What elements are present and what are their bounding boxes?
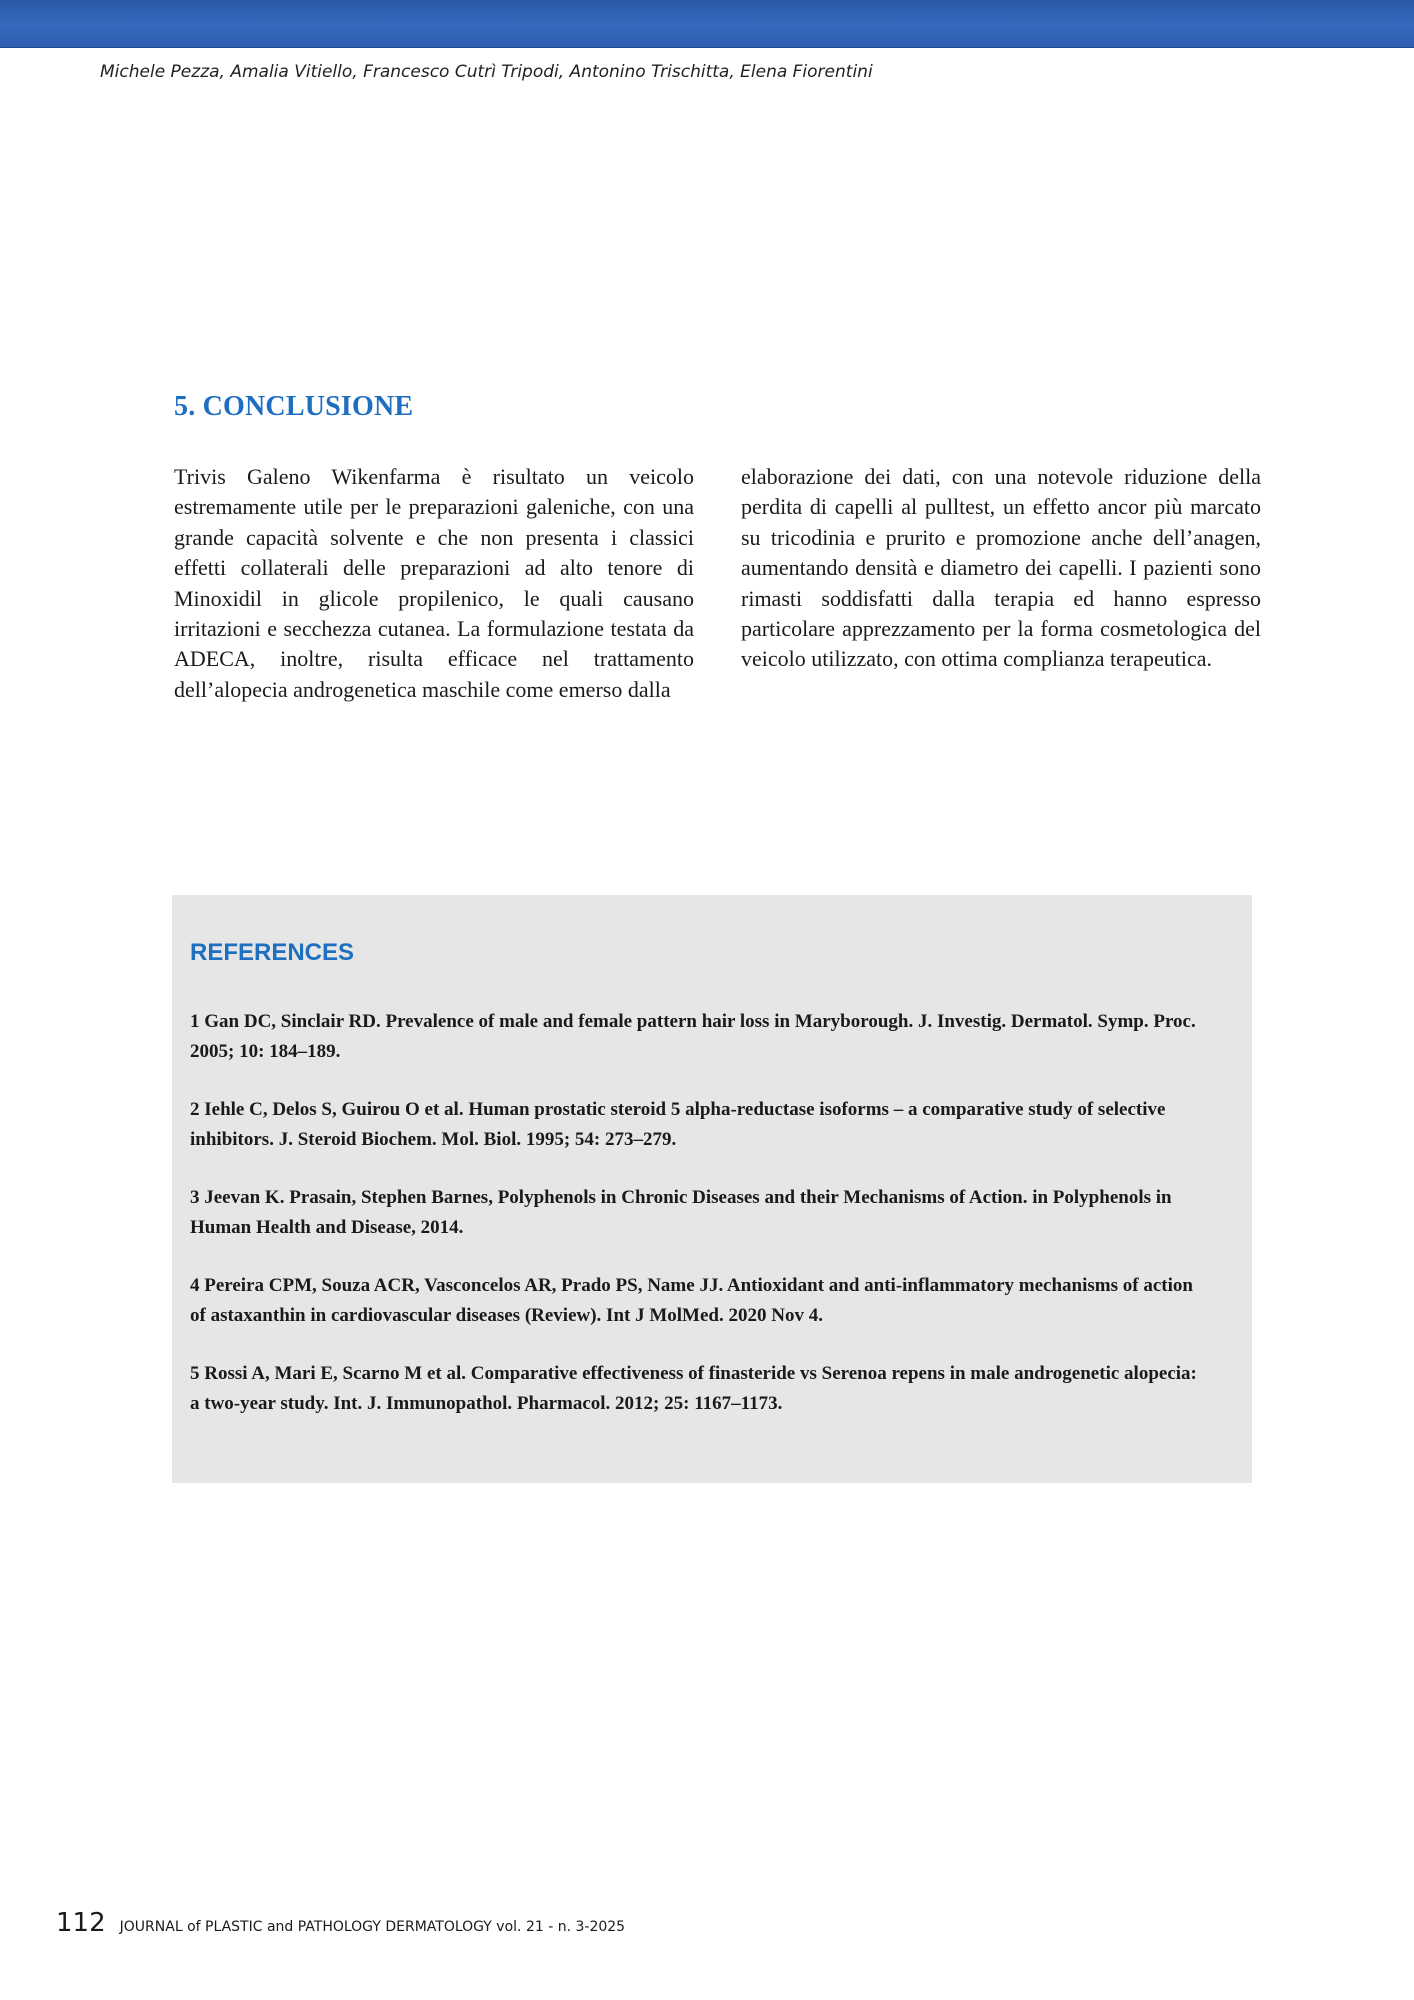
references-list (190, 1007, 1210, 1447)
reference-item-2: 2 Iehle C, Delos S, Guirou O et al. Human prostatic steroid 5 alpha-reductase isoforms – a comparative study of selective inhibitors. J. Steroid Biochem. Mol. Biol. 1995; 54: 273–279. (190, 1099, 1166, 1150)
conclusion-text-right-column: elaborazione dei dati, con una notevole riduzione della perdita di capelli al pulltest, un effetto ancor più marcato su tricodinia e prurito e promozione anche dell’anagen, aumentando densità e diametro dei capelli. I pazienti sono rimasti soddisfatti dalla terapia ed hanno espresso particolare apprezzamento per la forma cosmetologica del veicolo utilizzato, con ottima complianza terapeutica. (741, 464, 1261, 672)
section-heading-conclusione: 5. CONCLUSIONE (174, 391, 414, 422)
reference-item-3: 3 Jeevan K. Prasain, Stephen Barnes, Polyphenols in Chronic Diseases and their Mechanisms of Action. in Polyphenols in Human Health and Disease, 2014. (190, 1187, 1172, 1238)
page-number: 112 (56, 1908, 106, 1938)
page-footer (56, 1908, 625, 1938)
running-header-authors: Michele Pezza, Amalia Vitiello, Francesco Cutrì Tripodi, Antonino Trischitta, Elena Fiorentini (100, 62, 873, 82)
journal-name: JOURNAL of PLASTIC and PATHOLOGY DERMATOLOGY vol. 21 - n. 3-2025 (119, 1919, 626, 1935)
reference-item-4: 4 Pereira CPM, Souza ACR, Vasconcelos AR, Prado PS, Name JJ. Antioxidant and anti-inflammatory mechanisms of action of astaxanthin in cardiovascular diseases (Review). Int J MolMed. 2020 Nov 4. (190, 1275, 1193, 1326)
header-band (0, 0, 1414, 48)
conclusion-text-left-column: Trivis Galeno Wikenfarma è risultato un veicolo estremamente utile per le preparazioni galeniche, con una grande capacità solvente e che non presenta i classici effetti collaterali delle preparazioni ad alto tenore di Minoxidil in glicole propilenico, le quali causano irritazioni e secchezza cutanea. La formulazione testata da ADECA, inoltre, risulta efficace nel trattamento dell’alopecia androgenetica maschile come emerso dalla (174, 464, 694, 702)
reference-item-1: 1 Gan DC, Sinclair RD. Prevalence of male and female pattern hair loss in Maryborough. J. Investig. Dermatol. Symp. Proc. 2005; 10: 184–189. (190, 1011, 1196, 1062)
references-box (172, 895, 1252, 1483)
references-heading: REFERENCES (190, 939, 355, 966)
reference-item-5: 5 Rossi A, Mari E, Scarno M et al. Comparative effectiveness of finasteride vs Serenoa repens in male androgenetic alopecia: a two-year study. Int. J. Immunopathol. Pharmacol. 2012; 25: 1167–1173. (190, 1363, 1197, 1414)
